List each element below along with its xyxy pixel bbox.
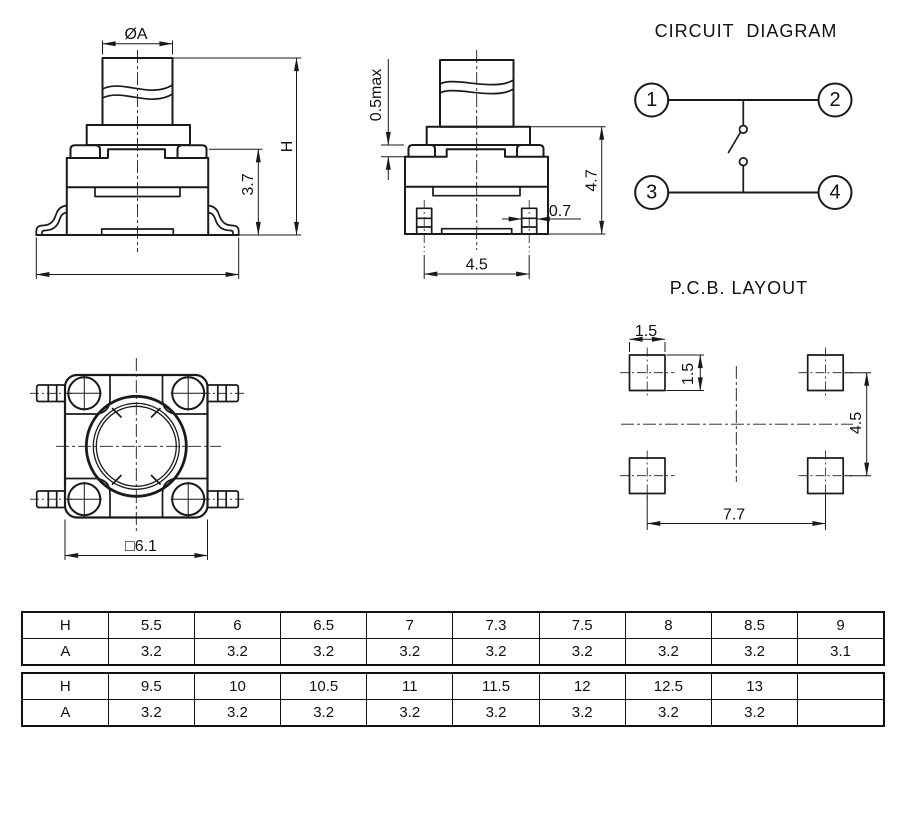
table-cell: 7 <box>367 612 453 639</box>
spec-table-lower <box>21 672 885 727</box>
dim-pad-width: 1.5 <box>634 323 658 340</box>
pin-3-label: 3 <box>646 181 658 204</box>
table-cell: 11.5 <box>453 673 539 700</box>
break-wave-line <box>103 85 173 90</box>
table-cell: 12 <box>539 673 625 700</box>
table-cell: 10.5 <box>281 673 367 700</box>
plunger-flange <box>87 125 190 145</box>
top-view-dimensions <box>65 520 208 561</box>
table-cell: 13 <box>712 673 798 700</box>
side-view-dimensions <box>368 59 606 279</box>
dim-travel: 0.5max <box>368 68 385 122</box>
table-cell: 3.2 <box>453 700 539 727</box>
circuit-diagram <box>600 10 900 210</box>
table-cell <box>798 700 884 727</box>
top-view-centerlines <box>56 358 221 532</box>
spec-table-upper <box>21 611 885 666</box>
circuit-graphics <box>635 84 851 210</box>
table-cell: 9.5 <box>108 673 194 700</box>
table-cell: 3.2 <box>367 639 453 666</box>
table-cell: 7.5 <box>539 612 625 639</box>
circuit-title: CIRCUIT DIAGRAM <box>654 21 838 41</box>
table-cell: 9 <box>798 612 884 639</box>
table-cell: 5.5 <box>108 612 194 639</box>
table-cell: 3.2 <box>281 639 367 666</box>
row-label: H <box>22 612 108 639</box>
switch-lever <box>729 133 741 153</box>
right-gullwing-lead <box>208 213 233 236</box>
dim-body-size: □6.1 <box>125 538 157 555</box>
pin-1-label: 1 <box>646 89 658 111</box>
circuit-title-group <box>655 21 838 41</box>
spec-table <box>21 611 885 727</box>
pcb-dimensions <box>630 323 872 530</box>
table-row <box>22 612 884 639</box>
table-cell: 3.2 <box>625 700 711 727</box>
left-gullwing-lead <box>42 213 67 236</box>
dim-pad-height: 1.5 <box>680 362 697 386</box>
top-view <box>10 330 290 570</box>
table-cell: 3.2 <box>712 639 798 666</box>
right-boss <box>178 145 207 158</box>
dim-diameter-a: ØA <box>124 26 148 43</box>
pcb-layout <box>590 270 900 540</box>
table-cell: 3.2 <box>194 700 280 727</box>
table-cell <box>798 673 884 700</box>
table-cell: 3.2 <box>281 700 367 727</box>
table-cell: 3.2 <box>194 639 280 666</box>
table-cell: 12.5 <box>625 673 711 700</box>
table-cell: 3.2 <box>625 639 711 666</box>
pin-4-label: 4 <box>829 181 841 204</box>
pcb-pads <box>620 348 853 502</box>
table-cell: 3.1 <box>798 639 884 666</box>
table-cell: 7.3 <box>453 612 539 639</box>
table-cell: 6 <box>194 612 280 639</box>
table-cell: 3.2 <box>712 700 798 727</box>
row-label: A <box>22 700 108 727</box>
left-boss <box>71 145 101 158</box>
front-view-dimensions <box>36 26 301 279</box>
switch-contact-bottom <box>740 158 748 166</box>
table-row <box>22 639 884 666</box>
row-label: A <box>22 639 108 666</box>
pcb-title: P.C.B. LAYOUT <box>669 278 809 298</box>
dim-col-pitch: 7.7 <box>722 506 746 524</box>
table-cell: 8 <box>625 612 711 639</box>
dim-height-h: H <box>279 140 296 153</box>
table-row <box>22 700 884 727</box>
table-cell: 3.2 <box>453 639 539 666</box>
row-label: H <box>22 673 108 700</box>
table-row <box>22 673 884 700</box>
left-gullwing-lead <box>36 206 67 236</box>
plunger-flange <box>427 127 530 145</box>
table-cell: 3.2 <box>108 700 194 727</box>
table-cell: 3.2 <box>539 639 625 666</box>
dim-lead-pitch: 4.5 <box>465 256 488 274</box>
table-cell: 6.5 <box>281 612 367 639</box>
right-boss <box>517 145 544 157</box>
pin-2-label: 2 <box>829 89 841 111</box>
dim-lead-width: 0.7 <box>548 203 572 220</box>
table-cell: 3.2 <box>367 700 453 727</box>
table-cell: 8.5 <box>712 612 798 639</box>
front-view <box>0 0 320 300</box>
table-cell: 11 <box>367 673 453 700</box>
dim-side-height: 4.7 <box>583 169 601 192</box>
dim-body-height: 3.7 <box>240 173 257 196</box>
dim-row-pitch: 4.5 <box>848 411 865 435</box>
table-cell: 10 <box>194 673 280 700</box>
left-boss <box>409 145 436 157</box>
table-cell: 3.2 <box>108 639 194 666</box>
right-gullwing-lead <box>208 206 239 236</box>
table-cell: 3.2 <box>539 700 625 727</box>
side-view <box>340 30 640 285</box>
